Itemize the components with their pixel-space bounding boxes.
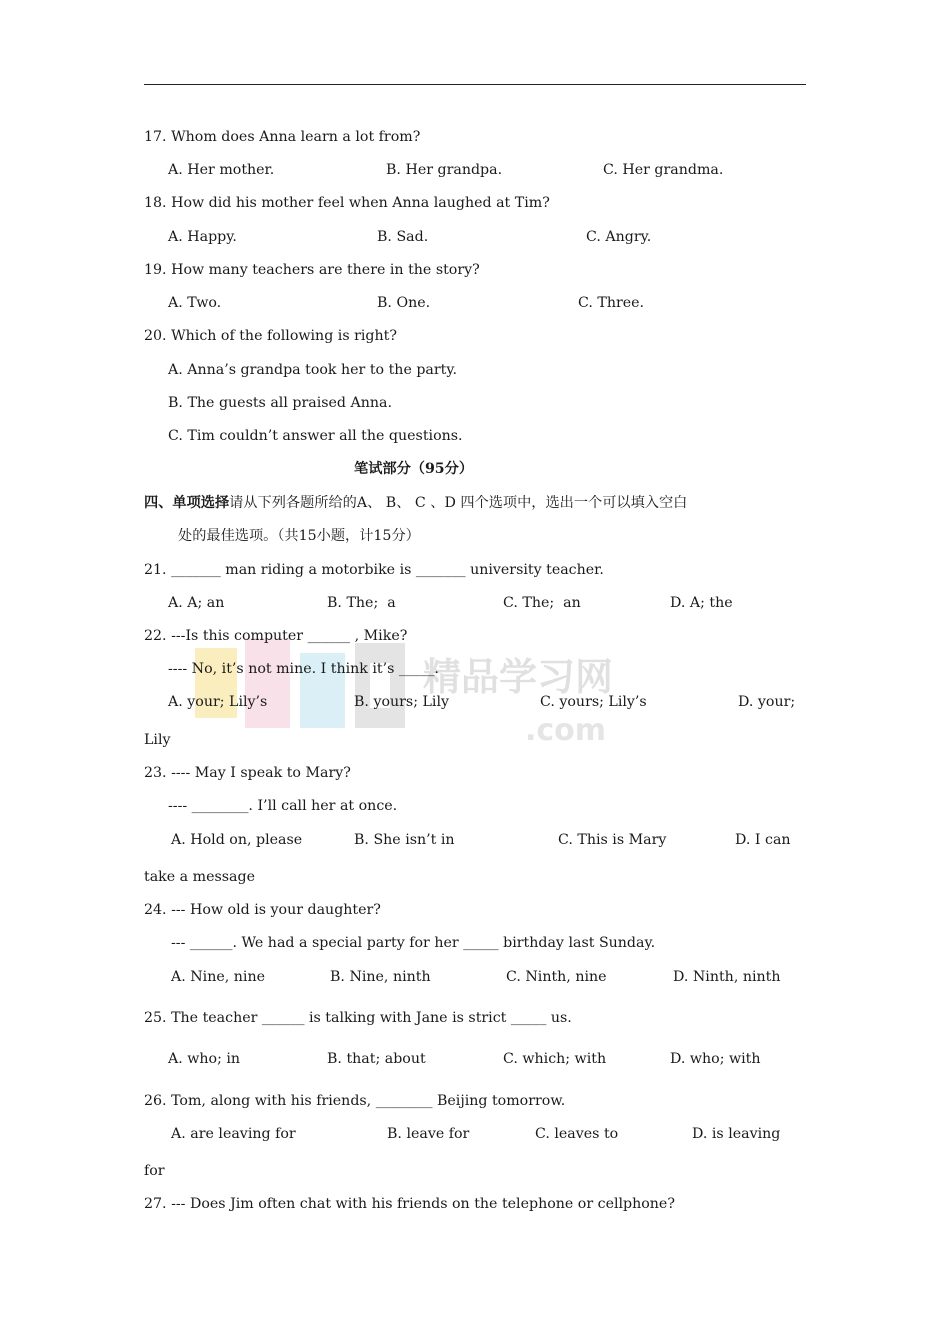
question-20: 20. Which of the following is right? <box>144 328 397 344</box>
q19-option-a: A. Two. <box>168 295 222 311</box>
header-rule <box>144 84 806 85</box>
q19-option-c: C. Three. <box>578 295 645 311</box>
question-27: 27. --- Does Jim often chat with his friends on the telephone or cellphone? <box>144 1196 675 1212</box>
section-4-instruction: 请从下列各题所给的A、 B、 C 、D 四个选项中，选出一个可以填入空白 <box>229 495 688 511</box>
q20-option-a: A. Anna’s grandpa took her to the party. <box>168 362 458 378</box>
question-24-reply: --- ______. We had a special party for her _____ birthday last Sunday. <box>171 935 656 951</box>
question-22: 22. ---Is this computer ______ , Mike? <box>144 628 408 644</box>
q24-option-a: A. Nine, nine <box>171 969 265 985</box>
q17-option-a: A. Her mother. <box>168 162 275 178</box>
q18-option-c: C. Angry. <box>586 229 652 245</box>
q23-option-d: D. I can <box>735 832 791 848</box>
question-24: 24. --- How old is your daughter? <box>144 902 381 918</box>
q23-option-c: C. This is Mary <box>558 832 667 848</box>
q26-option-d: D. is leaving <box>692 1126 781 1142</box>
question-25: 25. The teacher ______ is talking with Jane is strict _____ us. <box>144 1010 572 1026</box>
q18-option-a: A. Happy. <box>168 229 237 245</box>
q23-option-a: A. Hold on, please <box>171 832 303 848</box>
q22-option-b: B. yours; Lily <box>354 694 450 710</box>
q26-option-c: C. leaves to <box>535 1126 619 1142</box>
question-26: 26. Tom, along with his friends, ________ Beijing tomorrow. <box>144 1093 566 1109</box>
q24-option-c: C. Ninth, nine <box>506 969 607 985</box>
q17-option-c: C. Her grandma. <box>603 162 724 178</box>
q25-option-a: A. who; in <box>168 1051 241 1067</box>
q17-option-b: B. Her grandpa. <box>386 162 503 178</box>
q25-option-c: C. which; with <box>503 1051 607 1067</box>
q18-option-b: B. Sad. <box>377 229 429 245</box>
question-21: 21. _______ man riding a motorbike is _______ university teacher. <box>144 562 604 578</box>
q24-option-b: B. Nine, ninth <box>330 969 431 985</box>
q22-option-a: A. your; Lily’s <box>168 694 268 710</box>
q22-option-d-wrap: Lily <box>144 732 171 748</box>
q26-option-b: B. leave for <box>387 1126 470 1142</box>
watermark-sub: .com <box>525 713 607 748</box>
question-18: 18. How did his mother feel when Anna laughed at Tim? <box>144 195 550 211</box>
question-17: 17. Whom does Anna learn a lot from? <box>144 129 421 145</box>
q21-option-c: C. The; an <box>503 595 581 611</box>
q21-option-d: D. A; the <box>670 595 733 611</box>
section-4-instruction-line-2: 处的最佳选项。（共15小题，计15分） <box>178 528 420 544</box>
q20-option-c: C. Tim couldn’t answer all the questions. <box>168 428 463 444</box>
q21-option-a: A. A; an <box>168 595 225 611</box>
q24-option-d: D. Ninth, ninth <box>673 969 781 985</box>
q21-option-b: B. The; a <box>327 595 396 611</box>
q23-option-d-wrap: take a message <box>144 869 255 885</box>
q26-option-d-wrap: for <box>144 1163 165 1179</box>
section-4-heading: 四、单项选择 <box>144 495 230 511</box>
question-22-reply: ---- No, it’s not mine. I think it’s _____. <box>168 661 439 677</box>
question-19: 19. How many teachers are there in the story? <box>144 262 480 278</box>
q25-option-b: B. that; about <box>327 1051 426 1067</box>
question-23-reply: ---- ________. I’ll call her at once. <box>168 798 398 814</box>
q23-option-b: B. She isn’t in <box>354 832 455 848</box>
question-23: 23. ---- May I speak to Mary? <box>144 765 351 781</box>
q19-option-b: B. One. <box>377 295 431 311</box>
watermark-text: 精品学习网 <box>423 655 614 699</box>
section-4-instruction-line-1 <box>144 494 687 512</box>
q25-option-d: D. who; with <box>670 1051 761 1067</box>
q22-option-c: C. yours; Lily’s <box>540 694 647 710</box>
q26-option-a: A. are leaving for <box>171 1126 296 1142</box>
q20-option-b: B. The guests all praised Anna. <box>168 395 393 411</box>
section-title: 笔试部分（95分） <box>354 461 474 477</box>
q22-option-d: D. your; <box>738 694 796 710</box>
